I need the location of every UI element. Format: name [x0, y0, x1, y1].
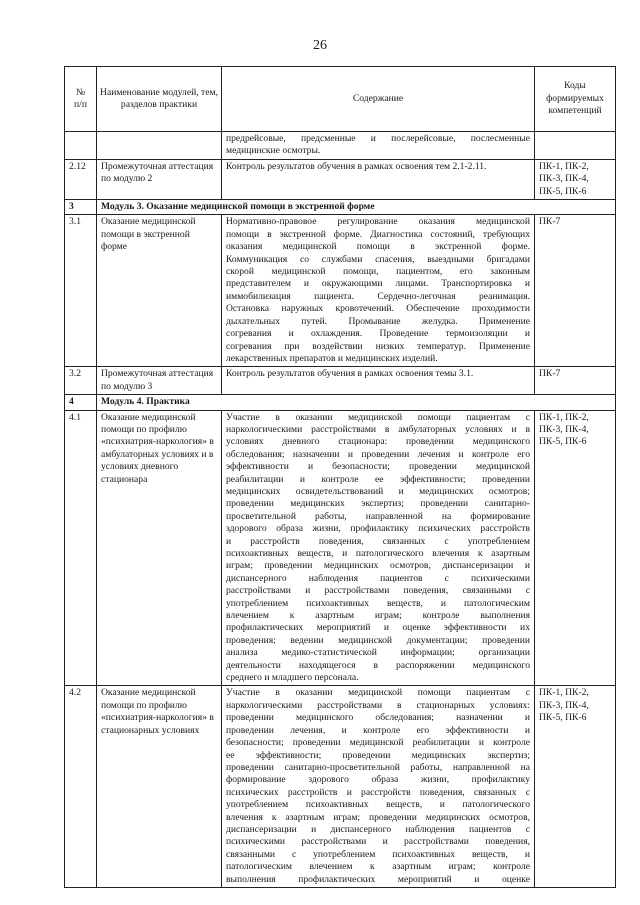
table-row — [65, 686, 616, 888]
content-line: скорой медицинской помощи, пациентом, его законным — [226, 266, 530, 278]
content-line: согревания и охлаждения. Проведение термоизоляции и — [226, 328, 530, 340]
content-line: употреблением психоактивных веществ, и патологическим — [226, 597, 530, 609]
content-line: иммобилизация пациента. Сердечно-легочная реанимация. — [226, 290, 530, 302]
content-line: психических расстройств и расстройств поведения, связанных с — [226, 786, 530, 798]
content-line: оказания медицинской помощи в экстренной форме. — [226, 241, 530, 253]
content-line: связанными с употреблением психоактивных веществ, и — [226, 848, 530, 860]
content-line: проведении санитарно-просветительной работы, направленной на — [226, 761, 530, 773]
row-number: 3.2 — [65, 367, 97, 395]
content-line: лекарственных препаратов и медицинских изделий. — [226, 352, 438, 364]
content-line: медицинских освидетельствований и медицинских осмотров; — [226, 485, 530, 497]
table-row — [65, 215, 616, 367]
row-codes: ПК-1, ПК-2, ПК-3, ПК-4, ПК-5, ПК-6 — [535, 159, 616, 199]
content-line: расстройствами и расстройствами поведения, связанными с — [226, 585, 530, 597]
content-line: влечения к азартным играм; проведении медицинских осмотров, — [226, 811, 530, 823]
table-row — [65, 410, 616, 686]
row-codes: ПК-7 — [535, 367, 616, 395]
content-line: патологическим влечением к азартным играм; контроле — [226, 861, 530, 873]
content-line: помощи в экстренной форме. Диагностика состояний, требующих — [226, 228, 530, 240]
content-line: диспансерного наблюдения пациентов с психическими — [226, 572, 530, 584]
content-line: профилактических мероприятий и оценке эффективности их — [226, 622, 530, 634]
content-line: влечением к азартным играм; контроле выполнения — [226, 610, 530, 622]
row-content — [222, 410, 535, 686]
row-content — [222, 132, 535, 160]
row-codes: ПК-1, ПК-2, ПК-3, ПК-4, ПК-5, ПК-6 — [535, 410, 616, 686]
content-line: проведении медицинских экспертиз; проведении санитарно- — [226, 498, 530, 510]
content-line: употреблением психоактивных веществ, и патологического — [226, 799, 530, 811]
content-line: дыхательных путей. Промывание желудка. Применение — [226, 315, 530, 327]
row-number: 3 — [65, 200, 97, 215]
content-line: проведении медицинского обследования; назначении и — [226, 712, 530, 724]
header-content: Содержание — [222, 67, 535, 132]
content-line: представителем и окружающими лицами. Транспортировка и — [226, 278, 530, 290]
content-line: здорового образа жизни, профилактику психических расстройств — [226, 523, 530, 535]
content-line: психоактивных веществ, и патологического влечения к азартным — [226, 548, 530, 559]
row-number: 4 — [65, 395, 97, 410]
page-number: 26 — [313, 38, 327, 53]
row-name: Оказание медицинской помощи в экстренной форме — [97, 215, 222, 367]
content-line: формирование здорового образа жизни, профилактику — [226, 774, 530, 786]
row-name: Промежуточная аттестация по модулю 2 — [97, 159, 222, 199]
row-name — [97, 132, 222, 160]
row-codes: ПК-1, ПК-2, ПК-3, ПК-4, ПК-5, ПК-6 — [535, 686, 616, 888]
content-line: деятельности находящегося в распоряжении медицинского — [226, 659, 530, 671]
content-line: Контроль результатов обучения в рамках освоения темы 3.1. — [226, 368, 474, 380]
content-line: диспансеризации и диспансерного наблюдения пациентов с — [226, 823, 530, 835]
content-line: просветительной работы, направленной на формирование — [226, 510, 530, 522]
row-content — [222, 686, 535, 888]
content-line: наркологическими расстройствами в амбулаторных условиях и в — [226, 423, 530, 435]
header-name: Наименование модулей, тем, разделов практики — [97, 67, 222, 132]
row-name: Оказание медицинской помощи по профилю «психиатрия-наркология» в амбулаторных условиях и в условиях дневного стационара — [97, 410, 222, 686]
module-row — [65, 395, 616, 410]
curriculum-table — [64, 66, 616, 888]
content-line: безопасности; проведении медицинской реабилитации и контроле — [226, 737, 530, 749]
table-body — [65, 132, 616, 888]
content-line: обследования; назначении и проведении лечения и контроле его — [226, 448, 530, 460]
module-title: Модуль 4. Практика — [97, 395, 616, 410]
header-codes: Коды формируемых компетенций — [535, 67, 616, 132]
row-number — [65, 132, 97, 160]
row-content — [222, 367, 535, 395]
content-line: Нормативно-правовое регулирование оказания медицинской — [226, 216, 530, 228]
row-content — [222, 159, 535, 199]
content-line: выполнения профилактических мероприятий и оценке — [226, 873, 530, 885]
content-line: Участие в оказании медицинской помощи пациентам с — [226, 411, 530, 423]
row-number: 2.12 — [65, 159, 97, 199]
row-name: Промежуточная аттестация по модулю 3 — [97, 367, 222, 395]
row-name: Оказание медицинской помощи по профилю «психиатрия-наркология» в стационарных условиях — [97, 686, 222, 888]
table-row — [65, 159, 616, 199]
content-line: предрейсовые, предсменные и послерейсовые, послесменные — [226, 133, 530, 144]
module-row — [65, 200, 616, 215]
content-line: согревания при воздействии низких температур. Применение — [226, 340, 530, 352]
table-header-row — [65, 67, 616, 132]
content-line: Участие в оказании медицинской помощи пациентам с — [226, 687, 530, 699]
content-line: эффективности и безопасности; проведении медицинской — [226, 461, 530, 473]
content-line: Контроль результатов обучения в рамках освоения тем 2.1-2.11. — [226, 160, 487, 172]
content-line: условиях дневного стационара: проведении медицинского — [226, 436, 530, 448]
content-line: медицинские осмотры. — [226, 145, 321, 157]
row-number: 4.2 — [65, 686, 97, 888]
module-title: Модуль 3. Оказание медицинской помощи в экстренной форме — [97, 200, 616, 215]
content-line: Коммуникация со службами спасения, выездными бригадами — [226, 253, 530, 265]
content-line: и расстройств поведения, связанных с употреблением — [226, 535, 530, 547]
row-codes — [535, 132, 616, 160]
row-number: 3.1 — [65, 215, 97, 367]
row-codes: ПК-7 — [535, 215, 616, 367]
content-line: играм; проведении медицинских осмотров, диспансеризации и — [226, 560, 530, 572]
row-content — [222, 215, 535, 367]
content-line: проведении лечения, и контроле его эффективности и — [226, 724, 530, 736]
content-line: ее эффективности; проведении медицинских экспертиз; — [226, 749, 530, 761]
header-num: № п/п — [65, 67, 97, 132]
content-line: проведения; ведении медицинской документации; проведении — [226, 634, 530, 646]
content-line: психическими расстройствами и расстройствами поведения, — [226, 836, 530, 848]
content-line: реабилитации и контроле ее эффективности; проведении — [226, 473, 530, 485]
content-line: наркологическими расстройствами в стационарных условиях: — [226, 699, 530, 711]
content-line: среднего и младшего персонала. — [226, 672, 359, 684]
content-line: анализа медико-статистической информации; организации — [226, 647, 530, 659]
table-row — [65, 367, 616, 395]
row-number: 4.1 — [65, 410, 97, 686]
table-row — [65, 132, 616, 160]
content-line: Остановка наружных кровотечений. Обеспечение проходимости — [226, 303, 530, 315]
